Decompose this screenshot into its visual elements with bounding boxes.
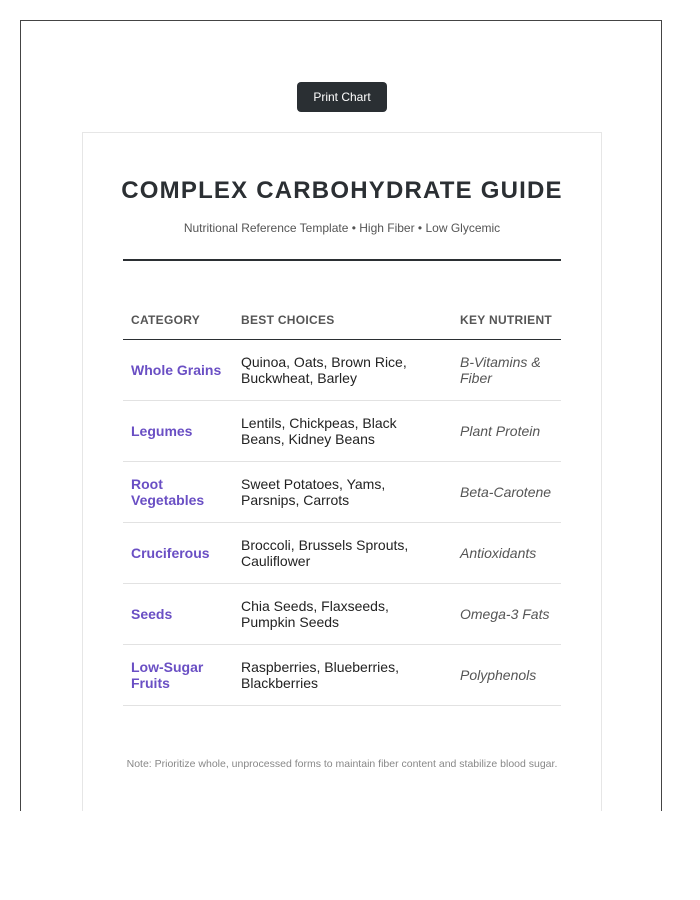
guide-subtitle: Nutritional Reference Template • High Fiber • Low Glycemic xyxy=(183,221,501,235)
table-header-row xyxy=(123,301,561,340)
column-header-category: CATEGORY xyxy=(123,301,233,340)
choices-cell: Lentils, Chickpeas, Black Beans, Kidney Beans xyxy=(233,401,452,462)
category-cell: Low-Sugar Fruits xyxy=(123,645,233,706)
column-header-best-choices: BEST CHOICES xyxy=(233,301,452,340)
category-cell: Root Vegetables xyxy=(123,462,233,523)
guide-title: COMPLEX CARBOHYDRATE GUIDE xyxy=(121,177,563,204)
carbohydrate-table xyxy=(123,301,561,706)
guide-card xyxy=(82,132,602,811)
title-divider xyxy=(123,259,561,261)
choices-cell: Sweet Potatoes, Yams, Parsnips, Carrots xyxy=(233,462,452,523)
choices-cell: Quinoa, Oats, Brown Rice, Buckwheat, Barley xyxy=(233,340,452,401)
nutrient-cell: Polyphenols xyxy=(452,645,561,706)
category-cell: Legumes xyxy=(123,401,233,462)
nutrient-cell: Beta-Carotene xyxy=(452,462,561,523)
table-row xyxy=(123,584,561,645)
nutrient-cell: Antioxidants xyxy=(452,523,561,584)
table-row xyxy=(123,340,561,401)
table-row xyxy=(123,523,561,584)
table-row xyxy=(123,462,561,523)
column-header-key-nutrient: KEY NUTRIENT xyxy=(452,301,561,340)
footer-note: Note: Prioritize whole, unprocessed forms to maintain fiber content and stabilize blood sugar. xyxy=(126,758,558,770)
table-row xyxy=(123,401,561,462)
nutrient-cell: Omega-3 Fats xyxy=(452,584,561,645)
choices-cell: Broccoli, Brussels Sprouts, Cauliflower xyxy=(233,523,452,584)
category-cell: Whole Grains xyxy=(123,340,233,401)
category-cell: Cruciferous xyxy=(123,523,233,584)
table-row xyxy=(123,645,561,706)
choices-cell: Raspberries, Blueberries, Blackberries xyxy=(233,645,452,706)
nutrient-cell: Plant Protein xyxy=(452,401,561,462)
choices-cell: Chia Seeds, Flaxseeds, Pumpkin Seeds xyxy=(233,584,452,645)
nutrient-cell: B-Vitamins & Fiber xyxy=(452,340,561,401)
page-frame xyxy=(20,20,662,811)
print-chart-button[interactable]: Print Chart xyxy=(297,82,387,112)
category-cell: Seeds xyxy=(123,584,233,645)
